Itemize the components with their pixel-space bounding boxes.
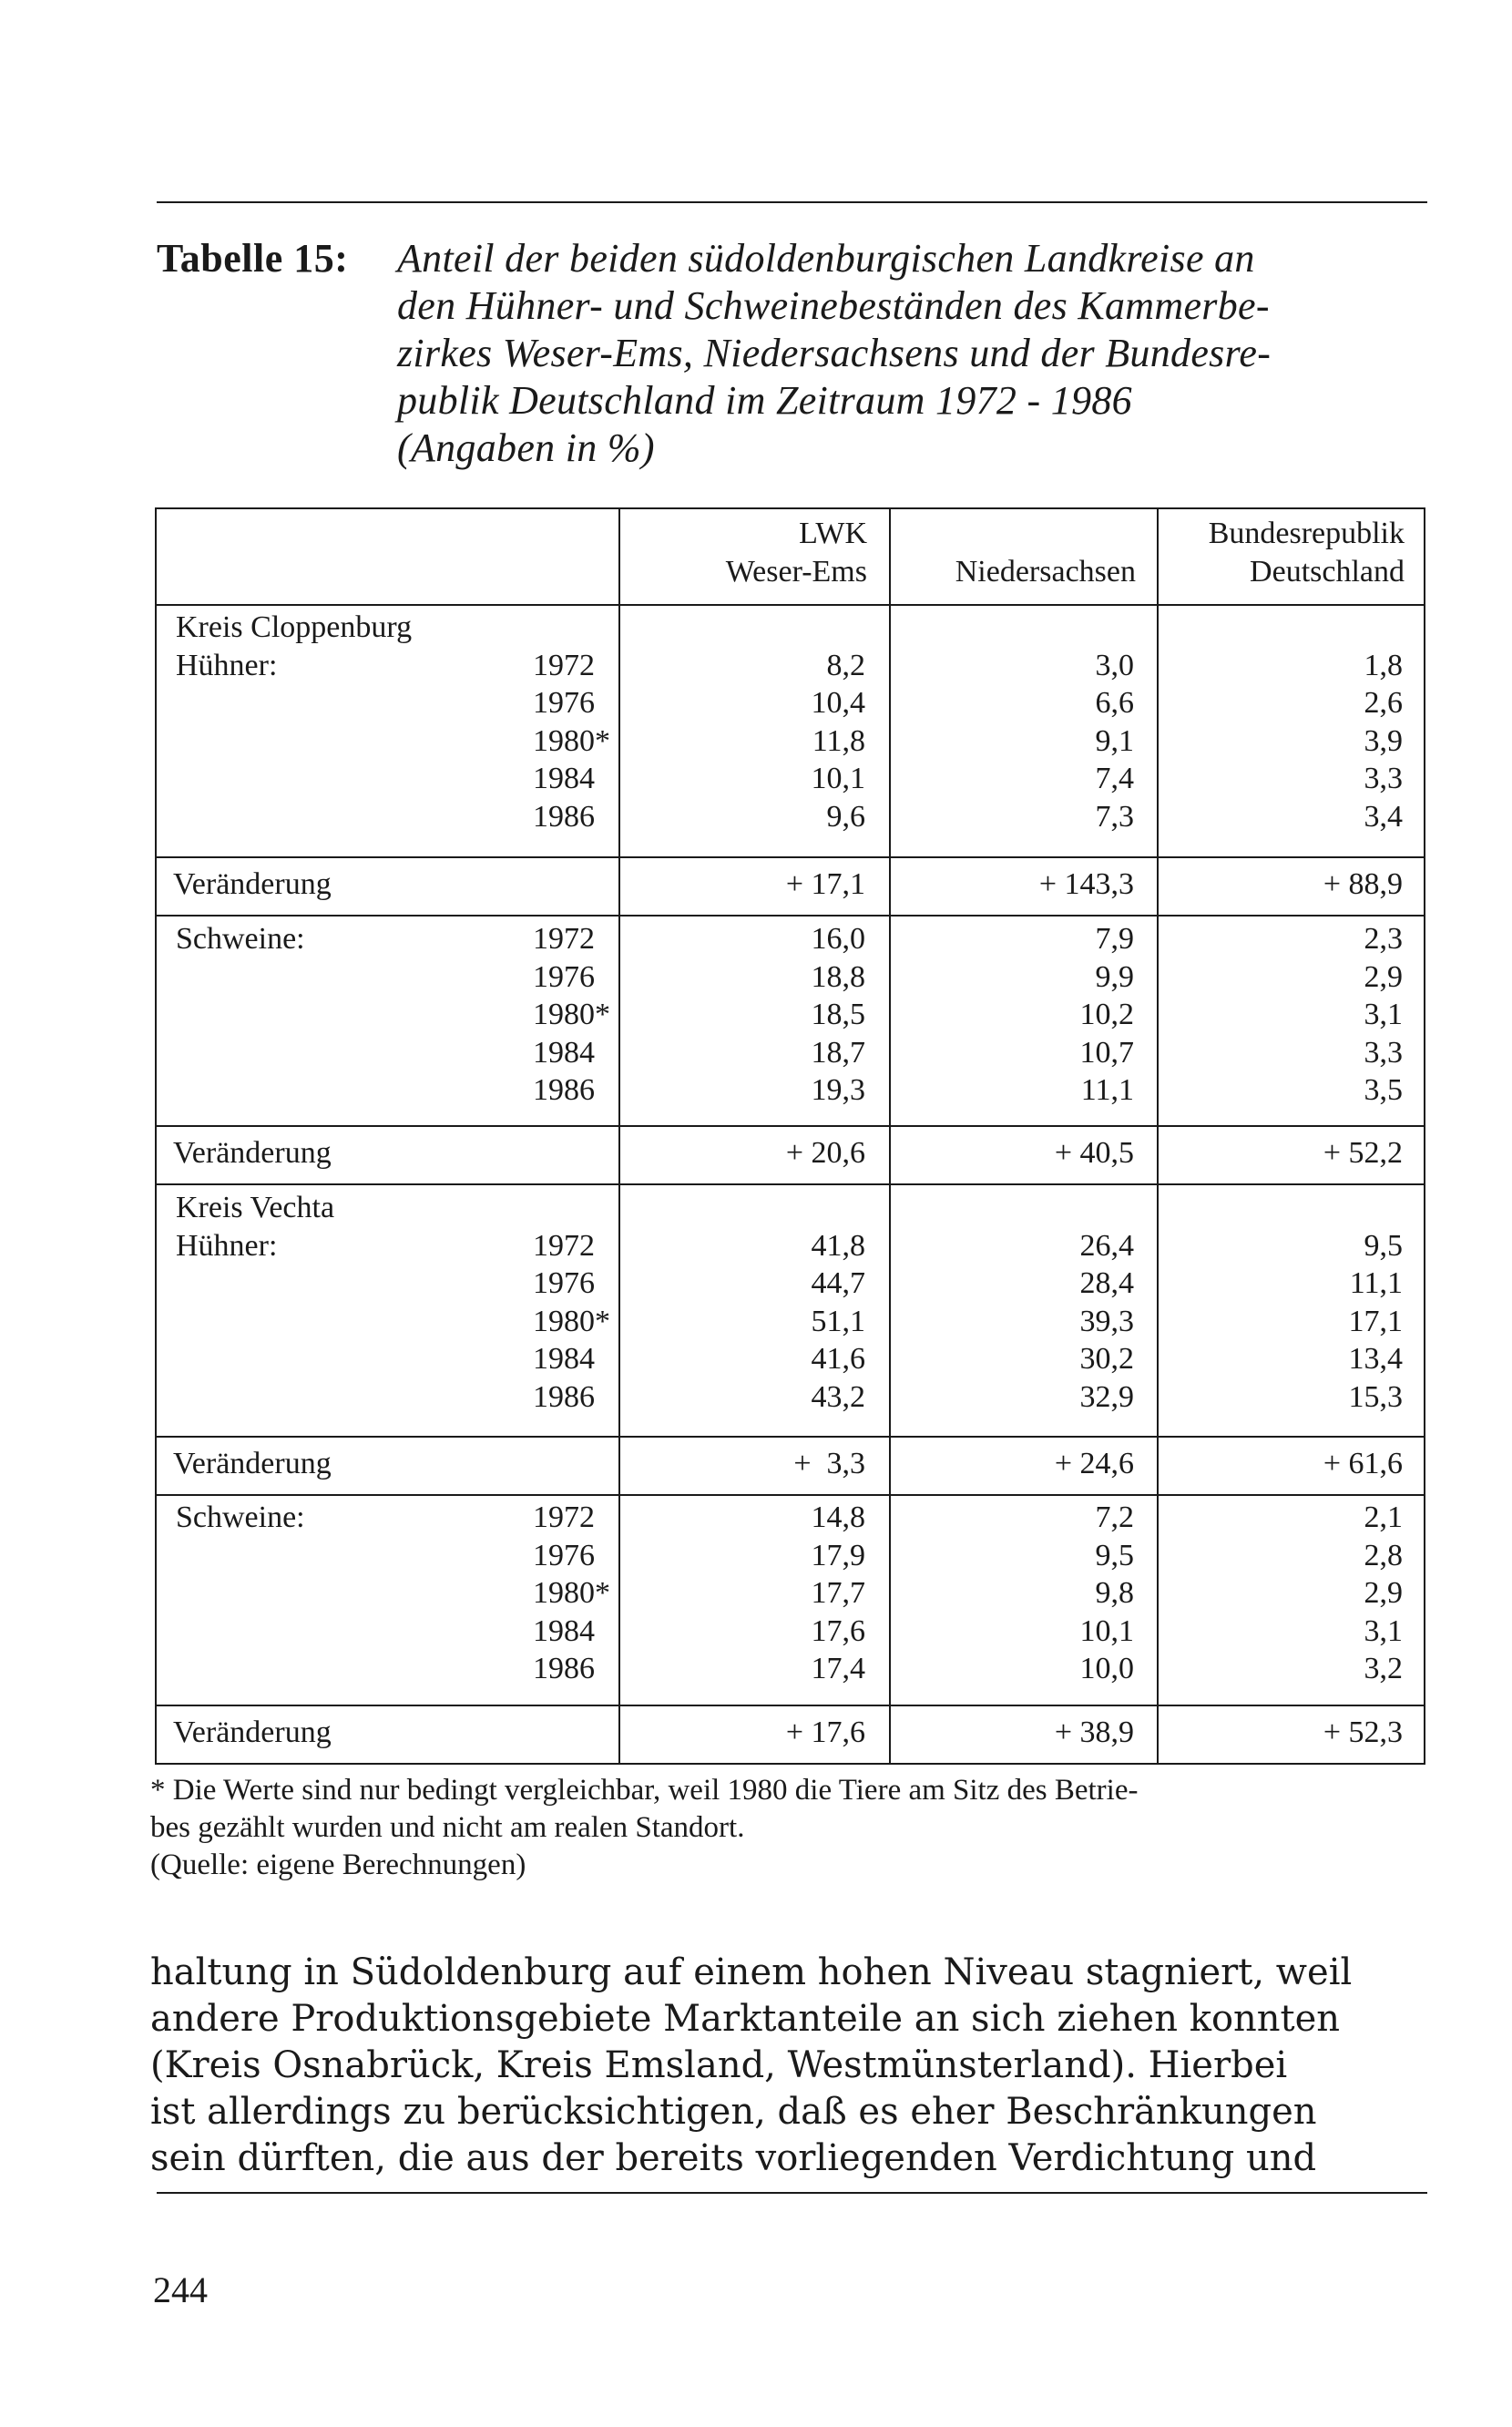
value-cell: 10,1 [1079,1613,1134,1648]
value-cell: 14,8 [811,1500,865,1534]
header-line: Weser-Ems [725,555,867,589]
year-cell: 1984 [533,762,595,795]
value-cell: 9,6 [826,799,865,834]
change-value: + 20,6 [785,1136,865,1170]
change-value: + 38,9 [1054,1715,1134,1749]
change-value: + 52,2 [1323,1136,1403,1170]
caption-line: den Hühner- und Schweinebeständen des Kammerbe- [397,283,1270,328]
value-cell: 10,0 [1079,1652,1134,1685]
value-cell: 30,2 [1079,1342,1134,1376]
header-line: Deutschland [1250,555,1405,589]
body-line: haltung in Südoldenburg auf einem hohen Niveau stagniert, weil [150,1951,1353,1993]
value-cell: 41,6 [811,1342,865,1376]
caption-line: (Angaben in %) [397,425,655,470]
page-number: 244 [153,2269,208,2310]
value-cell: 11,8 [812,723,865,758]
row-divider [155,1125,1425,1127]
change-value: + 143,3 [1038,867,1134,901]
animal-label: Hühner: [176,648,278,682]
value-cell: 19,3 [811,1073,865,1107]
change-value: + 3,3 [793,1447,865,1480]
change-value: + 17,6 [785,1715,865,1749]
body-line: andere Produktionsgebiete Marktanteile an sich ziehen konnten [150,1998,1341,2040]
footnote-line: * Die Werte sind nur bedingt vergleichbar, weil 1980 die Tiere am Sitz des Betrie- [150,1774,1139,1807]
year-cell: 1980* [533,723,610,758]
value-cell: 3,0 [1095,648,1134,682]
header-niedersachsen [897,553,1136,591]
header-lwk [628,515,867,591]
value-cell: 7,4 [1095,762,1134,795]
value-cell: 1,8 [1364,648,1403,682]
value-cell: 7,2 [1095,1500,1134,1534]
year-cell: 1986 [533,799,595,834]
year-cell: 1986 [533,1379,595,1414]
bottom-rule [157,2192,1427,2194]
value-cell: 17,7 [811,1576,865,1610]
footnote-line: bes gezählt wurden und nicht am realen Standort. [150,1811,745,1844]
row-divider [155,1436,1425,1438]
year-cell: 1972 [533,922,595,956]
footnote [150,1772,1430,1884]
change-value: + 17,1 [785,867,865,901]
caption-text [397,235,1435,472]
value-cell: 28,4 [1079,1266,1134,1300]
change-label: Veränderung [173,867,332,901]
header-line: Bundesrepublik [1208,517,1405,550]
value-cell: 26,4 [1079,1228,1134,1263]
top-rule [157,201,1427,203]
value-cell: 10,1 [811,762,865,795]
value-cell: 39,3 [1079,1304,1134,1338]
animal-label: Schweine: [176,1500,305,1534]
value-cell: 41,8 [811,1228,865,1263]
change-value: + 52,3 [1323,1715,1403,1749]
value-cell: 2,3 [1364,922,1403,956]
year-cell: 1972 [533,1228,595,1263]
footnote-source: (Quelle: eigene Berechnungen) [150,1848,526,1881]
value-cell: 3,1 [1364,998,1403,1031]
value-cell: 3,3 [1364,762,1403,795]
row-divider [155,856,1425,858]
year-cell: 1980* [533,1304,610,1338]
year-cell: 1972 [533,648,595,682]
row-divider [155,1183,1425,1185]
caption-line: Anteil der beiden südoldenburgischen Landkreise an [397,236,1255,281]
caption-line: publik Deutschland im Zeitraum 1972 - 1986 [397,378,1132,423]
year-cell: 1986 [533,1652,595,1685]
value-cell: 8,2 [826,648,865,682]
change-value: + 40,5 [1054,1136,1134,1170]
value-cell: 17,9 [811,1538,865,1572]
value-cell: 11,1 [1080,1073,1134,1107]
value-cell: 17,4 [811,1652,865,1685]
change-label: Veränderung [173,1136,332,1170]
animal-label: Schweine: [176,922,305,956]
value-cell: 2,6 [1364,686,1403,720]
animal-label: Hühner: [176,1228,278,1263]
value-cell: 16,0 [811,922,865,956]
year-cell: 1984 [533,1035,595,1070]
value-cell: 3,5 [1364,1073,1403,1107]
header-divider [155,604,1425,606]
value-cell: 17,1 [1348,1304,1403,1338]
value-cell: 3,1 [1364,1613,1403,1648]
caption-label: Tabelle 15: [157,236,349,281]
value-cell: 18,8 [811,959,865,994]
value-cell: 3,2 [1364,1652,1403,1685]
district-label: Kreis Vechta [176,1191,335,1224]
change-label: Veränderung [173,1447,332,1480]
header-line: Niedersachsen [955,555,1136,589]
value-cell: 18,7 [811,1035,865,1070]
year-cell: 1976 [533,686,595,720]
value-cell: 10,7 [1079,1035,1134,1070]
value-cell: 9,9 [1095,959,1134,994]
value-cell: 7,9 [1095,922,1134,956]
body-line: ist allerdings zu berücksichtigen, daß es eher Beschränkungen [150,2091,1317,2133]
value-cell: 44,7 [811,1266,865,1300]
value-cell: 3,3 [1364,1035,1403,1070]
value-cell: 7,3 [1095,799,1134,834]
year-cell: 1976 [533,1266,595,1300]
body-line: sein dürften, die aus der bereits vorliegenden Verdichtung und [150,2137,1317,2179]
value-cell: 51,1 [811,1304,865,1338]
body-paragraph [150,1950,1430,2182]
caption-line: zirkes Weser-Ems, Niedersachsens und der Bundesre- [397,331,1272,375]
value-cell: 10,4 [811,686,865,720]
year-cell: 1972 [533,1500,595,1534]
change-value: + 61,6 [1323,1447,1403,1480]
value-cell: 13,4 [1348,1342,1403,1376]
change-value: + 88,9 [1323,867,1403,901]
value-cell: 18,5 [811,998,865,1031]
value-cell: 9,5 [1364,1228,1403,1263]
value-cell: 2,8 [1364,1538,1403,1572]
body-line: (Kreis Osnabrück, Kreis Emsland, Westmünsterland). Hierbei [150,2044,1288,2086]
header-line: LWK [799,517,867,550]
year-cell: 1984 [533,1342,595,1376]
value-cell: 2,9 [1364,1576,1403,1610]
value-cell: 43,2 [811,1379,865,1414]
value-cell: 11,1 [1349,1266,1403,1300]
value-cell: 9,5 [1095,1538,1134,1572]
year-cell: 1980* [533,1576,610,1610]
value-cell: 17,6 [811,1613,865,1648]
value-cell: 9,8 [1095,1576,1134,1610]
row-divider [155,1705,1425,1706]
year-cell: 1986 [533,1073,595,1107]
year-cell: 1976 [533,1538,595,1572]
value-cell: 15,3 [1348,1379,1403,1414]
value-cell: 9,1 [1095,723,1134,758]
district-label: Kreis Cloppenburg [176,610,413,644]
change-value: + 24,6 [1054,1447,1134,1480]
value-cell: 32,9 [1079,1379,1134,1414]
column-divider [618,507,620,1765]
year-cell: 1984 [533,1613,595,1648]
column-divider [889,507,891,1765]
header-bundesrepublik [1166,515,1405,591]
value-cell: 6,6 [1095,686,1134,720]
year-cell: 1980* [533,998,610,1031]
change-label: Veränderung [173,1715,332,1749]
value-cell: 2,1 [1364,1500,1403,1534]
value-cell: 3,9 [1364,723,1403,758]
value-cell: 10,2 [1079,998,1134,1031]
column-divider [1157,507,1159,1765]
row-divider [155,915,1425,917]
year-cell: 1976 [533,959,595,994]
value-cell: 2,9 [1364,959,1403,994]
row-divider [155,1494,1425,1496]
value-cell: 3,4 [1364,799,1403,834]
